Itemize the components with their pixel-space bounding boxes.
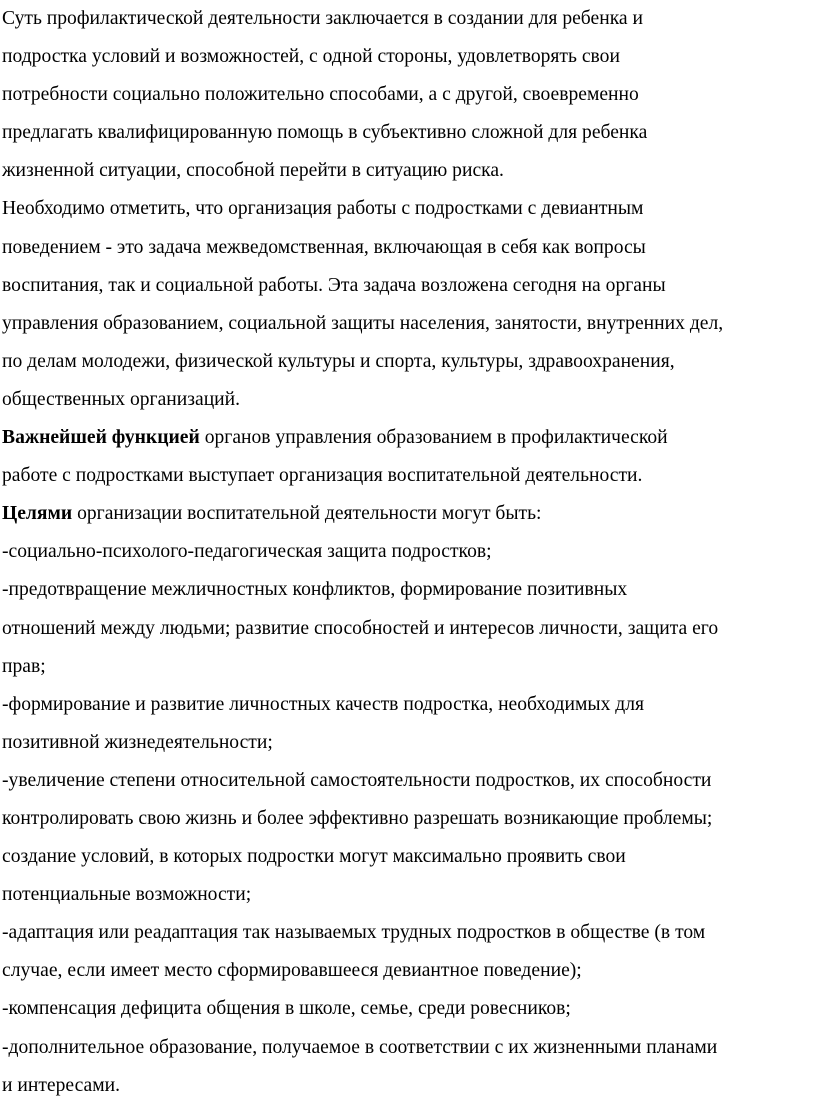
paragraph-goals-intro: [2, 495, 814, 533]
text-line: отношений между людьми; развитие способностей и интересов личности, защита его: [2, 617, 719, 639]
text-line: [2, 419, 814, 457]
text-line: по делам молодежи, физической культуры и спорта, культуры, здравоохранения,: [2, 350, 675, 372]
text-line: потенциальные возможности;: [2, 884, 252, 906]
paragraph-interagency-task: [2, 190, 814, 419]
text-line: Необходимо отметить, что организация работы с подростками с девиантным: [2, 198, 644, 220]
goal-item: [2, 914, 814, 990]
bold-lead-text: Целями: [2, 503, 73, 525]
goal-item: [2, 762, 814, 914]
goal-item: [2, 571, 814, 685]
text-line: -социально-психолого-педагогическая защита подростков;: [2, 541, 492, 563]
paragraph-prevention-essence: [2, 0, 814, 190]
goal-item: [2, 686, 814, 762]
text-line: работе с подростками выступает организация воспитательной деятельности.: [2, 465, 643, 487]
text-line: -предотвращение межличностных конфликтов, формирование позитивных: [2, 579, 628, 601]
text-line: случае, если имеет место сформировавшееся девиантное поведение);: [2, 960, 582, 982]
text-line: контролировать свою жизнь и более эффективно разрешать возникающие проблемы;: [2, 807, 713, 829]
text-line: позитивной жизнедеятельности;: [2, 731, 273, 753]
text-line: жизненной ситуации, способной перейти в ситуацию риска.: [2, 160, 504, 182]
goals-list: [2, 533, 814, 1104]
text-line: -увеличение степени относительной самостоятельности подростков, их способности: [2, 769, 712, 791]
lead-rest-text: органов управления образованием в профилактической: [199, 427, 668, 449]
document-page: [2, 0, 814, 1105]
goal-item: [2, 1029, 814, 1105]
text-line: общественных организаций.: [2, 388, 241, 410]
text-line: Суть профилактической деятельности заключается в создании для ребенка и: [2, 8, 644, 29]
text-line: управления образованием, социальной защиты населения, занятости, внутренних дел,: [2, 312, 724, 334]
text-line: -формирование и развитие личностных качеств подростка, необходимых для: [2, 693, 645, 715]
text-line: создание условий, в которых подростки могут максимально проявить свои: [2, 846, 626, 868]
text-line: подростка условий и возможностей, с одной стороны, удовлетворять свои: [2, 46, 620, 68]
bold-lead-text: Важнейшей функцией: [2, 427, 200, 449]
text-line: потребности социально положительно способами, а с другой, своевременно: [2, 84, 639, 106]
paragraph-main-function: [2, 419, 814, 495]
lead-rest-text: организации воспитательной деятельности могут быть:: [72, 503, 542, 525]
text-line: [2, 495, 814, 533]
text-line: предлагать квалифицированную помощь в субъективно сложной для ребенка: [2, 122, 648, 144]
text-line: -адаптация или реадаптация так называемых трудных подростков в обществе (в том: [2, 922, 706, 944]
text-line: -компенсация дефицита общения в школе, семье, среди ровесников;: [2, 998, 571, 1020]
text-line: и интересами.: [2, 1074, 121, 1096]
text-line: -дополнительное образование, получаемое в соответствии с их жизненными планами: [2, 1036, 718, 1058]
text-line: поведением - это задача межведомственная, включающая в себя как вопросы: [2, 236, 646, 258]
text-line: прав;: [2, 655, 46, 677]
text-line: воспитания, так и социальной работы. Эта задача возложена сегодня на органы: [2, 274, 666, 296]
goal-item: [2, 533, 814, 571]
goal-item: [2, 990, 814, 1028]
